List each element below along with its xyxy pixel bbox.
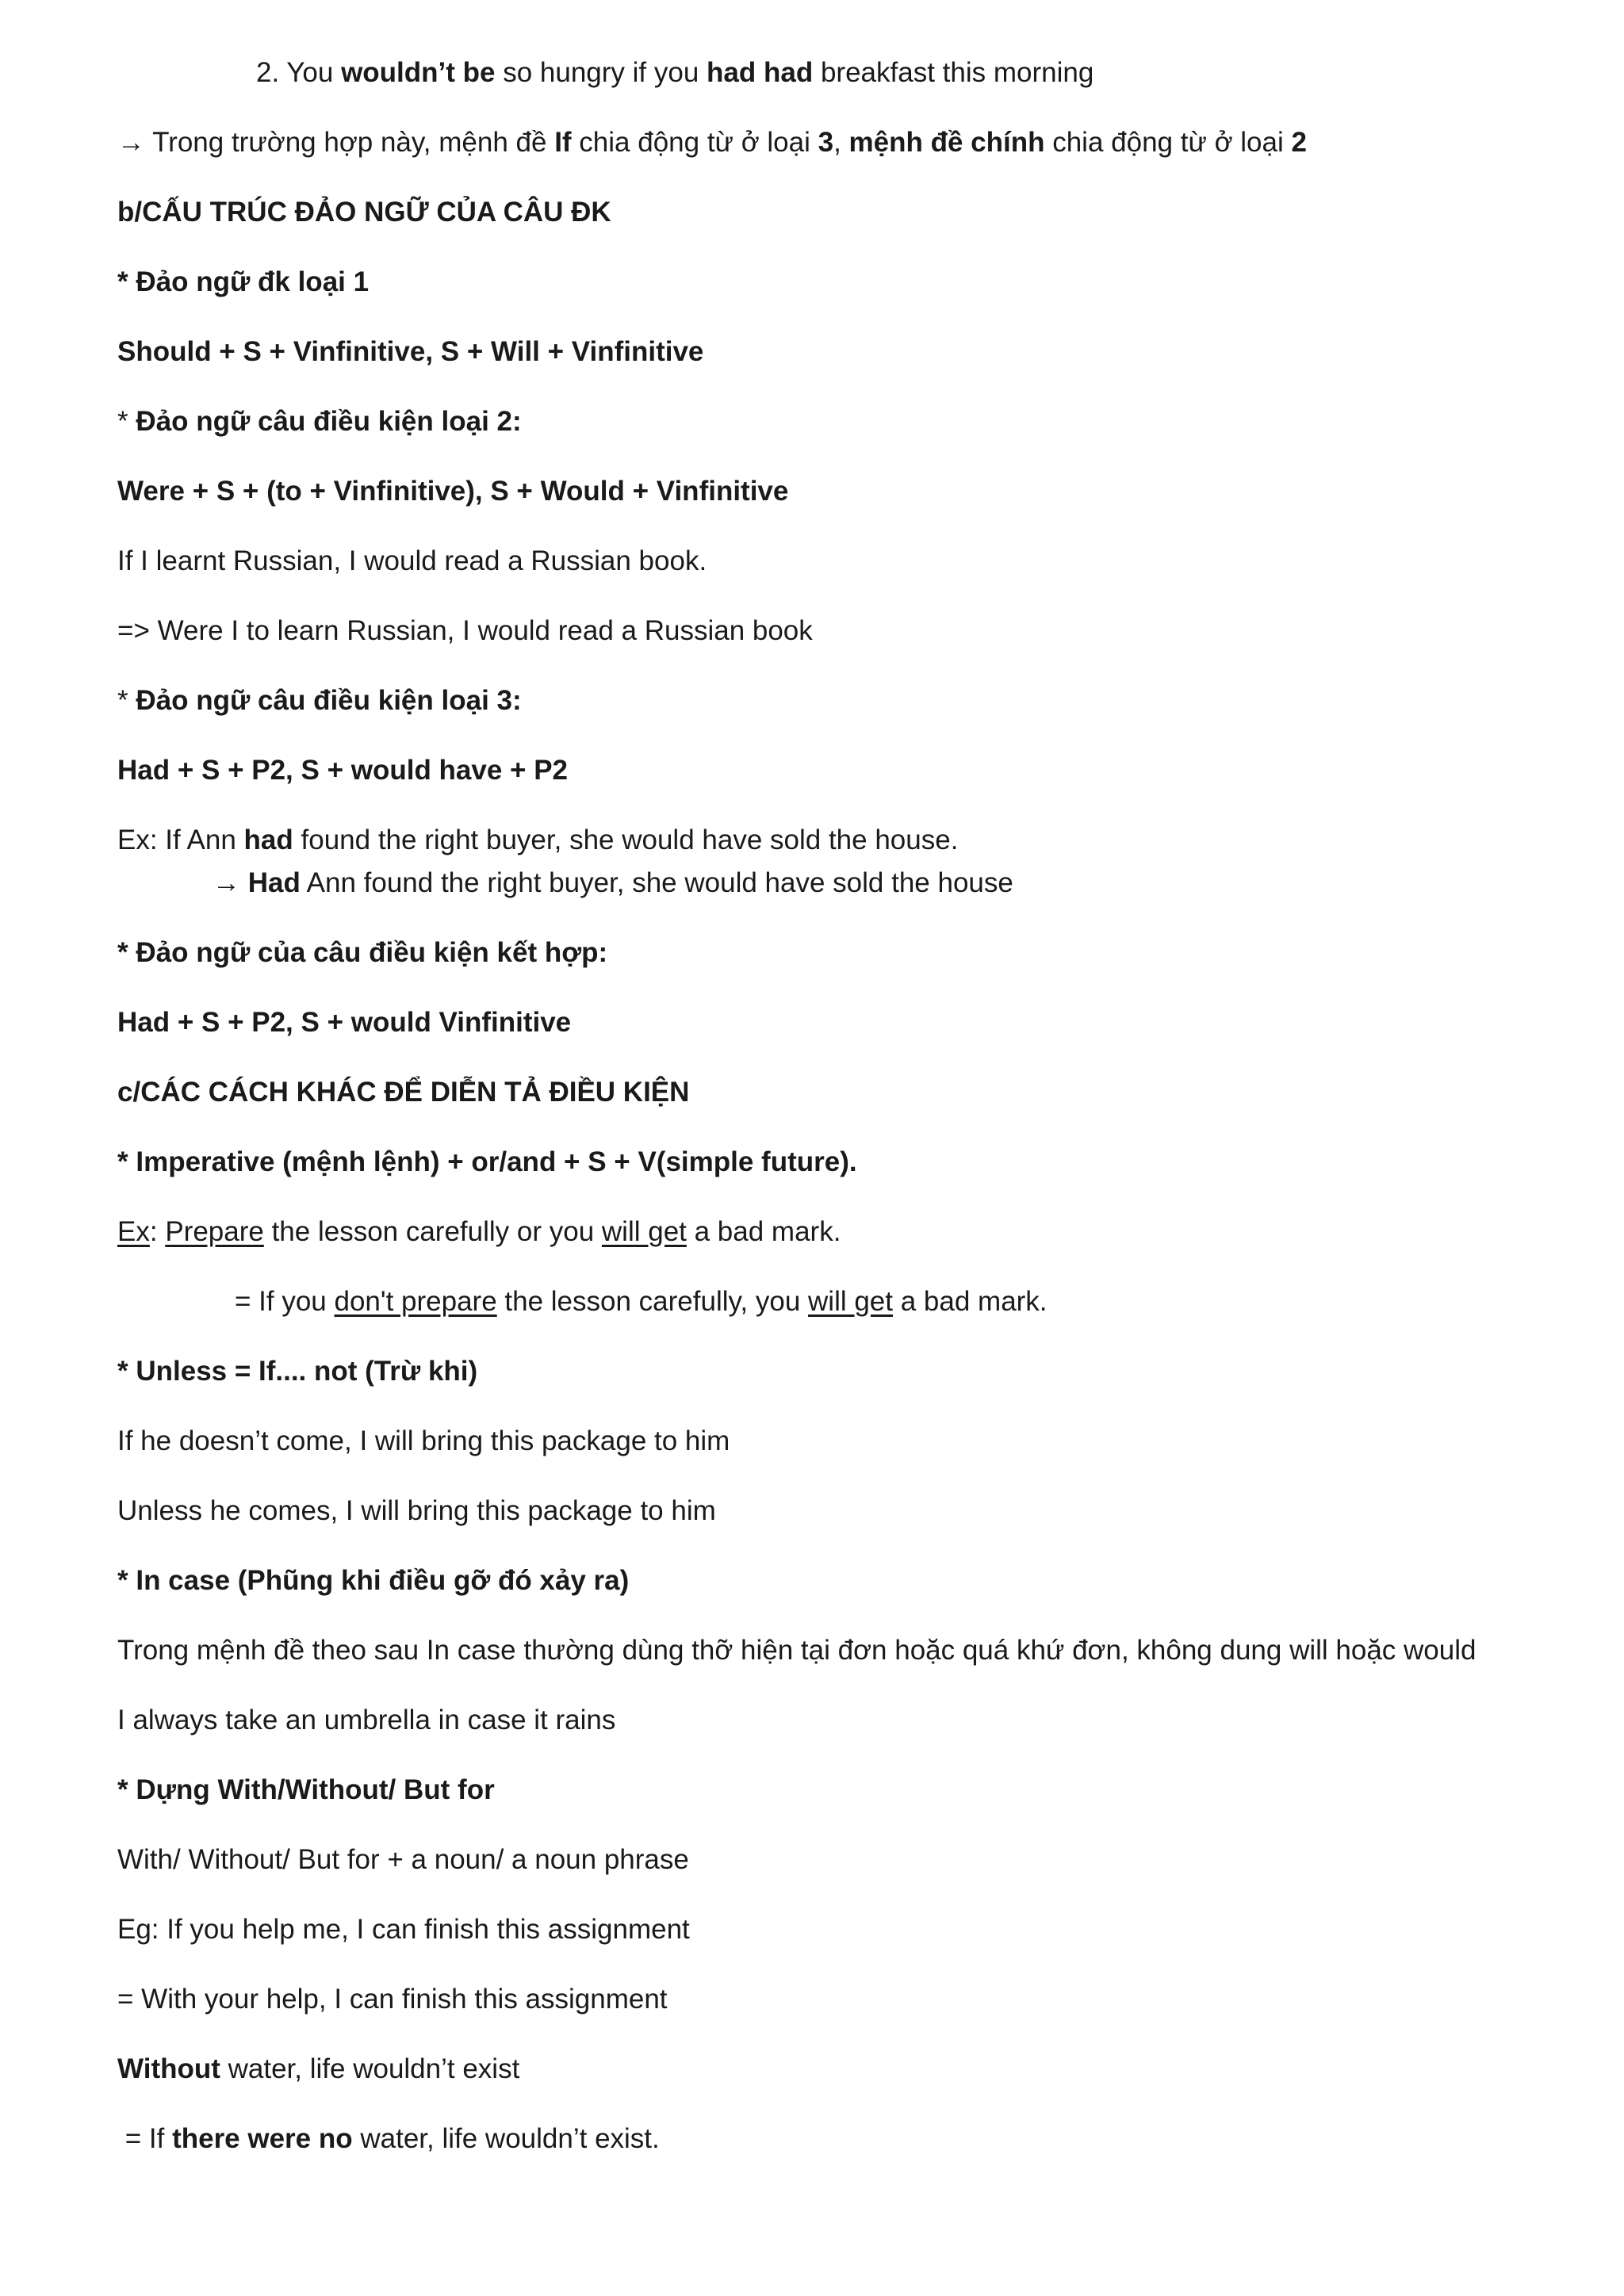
example-line: If I learnt Russian, I would read a Russian book. [117, 545, 707, 576]
example-line: Eg: If you help me, I can finish this assignment [117, 1914, 690, 1945]
right-arrow-icon: → [117, 127, 145, 158]
explanation-line: Trong mệnh đề theo sau In case thường dùng thỡ hiện tại đơn hoặc quá khứ đơn, không dung will hoặc would [117, 1635, 1477, 1666]
subheading-type3: * Đảo ngữ câu điều kiện loại 3: [117, 685, 522, 716]
subheading-type1: * Đảo ngữ đk loại 1 [117, 266, 370, 297]
subheading-type2: * Đảo ngữ câu điều kiện loại 2: [117, 406, 522, 437]
subheading-unless: * Unless = If.... not (Trừ khi) [117, 1356, 478, 1387]
formula-type1: Should + S + Vinfinitive, S + Will + Vinfinitive [117, 336, 704, 367]
example-line: = With your help, I can finish this assignment [117, 1984, 668, 2015]
example-line: Unless he comes, I will bring this package to him [117, 1495, 716, 1526]
example-line: = If there were no water, life wouldn’t exist. [117, 2123, 660, 2154]
example-line: Without water, life wouldn’t exist [117, 2053, 520, 2084]
formula-mixed: Had + S + P2, S + would Vinfinitive [117, 1007, 572, 1038]
example-line: I always take an umbrella in case it rains [117, 1705, 616, 1735]
example-line: => Were I to learn Russian, I would read a Russian book [117, 615, 813, 646]
example-line: If he doesn’t come, I will bring this package to him [117, 1425, 730, 1456]
subheading-imperative: * Imperative (mệnh lệnh) + or/and + S + V(simple future). [117, 1146, 857, 1177]
section-heading-b: b/CẤU TRÚC ĐẢO NGỮ CỦA CÂU ĐK [117, 197, 611, 228]
example-sentence-2: 2. You wouldn’t be so hungry if you had had breakfast this morning [256, 57, 1094, 88]
formula-type2: Were + S + (to + Vinfinitive), S + Would + Vinfinitive [117, 476, 789, 507]
formula-with-without: With/ Without/ But for + a noun/ a noun phrase [117, 1844, 689, 1875]
subheading-with-without: * Dựng With/Without/ But for [117, 1774, 495, 1805]
subheading-mixed: * Đảo ngữ của câu điều kiện kết hợp: [117, 937, 608, 968]
explanation-line: → Trong trường hợp này, mệnh đề If chia động từ ở loại 3, mệnh đề chính chia động từ ở loại 2 [117, 127, 1307, 158]
right-arrow-icon: → [213, 867, 240, 898]
example-line: → Had Ann found the right buyer, she would have sold the house [213, 867, 1013, 898]
subheading-in-case: * In case (Phũng khi điều gỡ đó xảy ra) [117, 1565, 630, 1596]
example-line: Ex: Prepare the lesson carefully or you will get a bad mark. [117, 1216, 841, 1247]
example-line: = If you don't prepare the lesson carefully, you will get a bad mark. [235, 1286, 1048, 1317]
section-heading-c: c/CÁC CÁCH KHÁC ĐỂ DIỄN TẢ ĐIỀU KIỆN [117, 1077, 690, 1108]
formula-type3: Had + S + P2, S + would have + P2 [117, 755, 569, 786]
example-line: Ex: If Ann had found the right buyer, she would have sold the house. [117, 825, 959, 855]
